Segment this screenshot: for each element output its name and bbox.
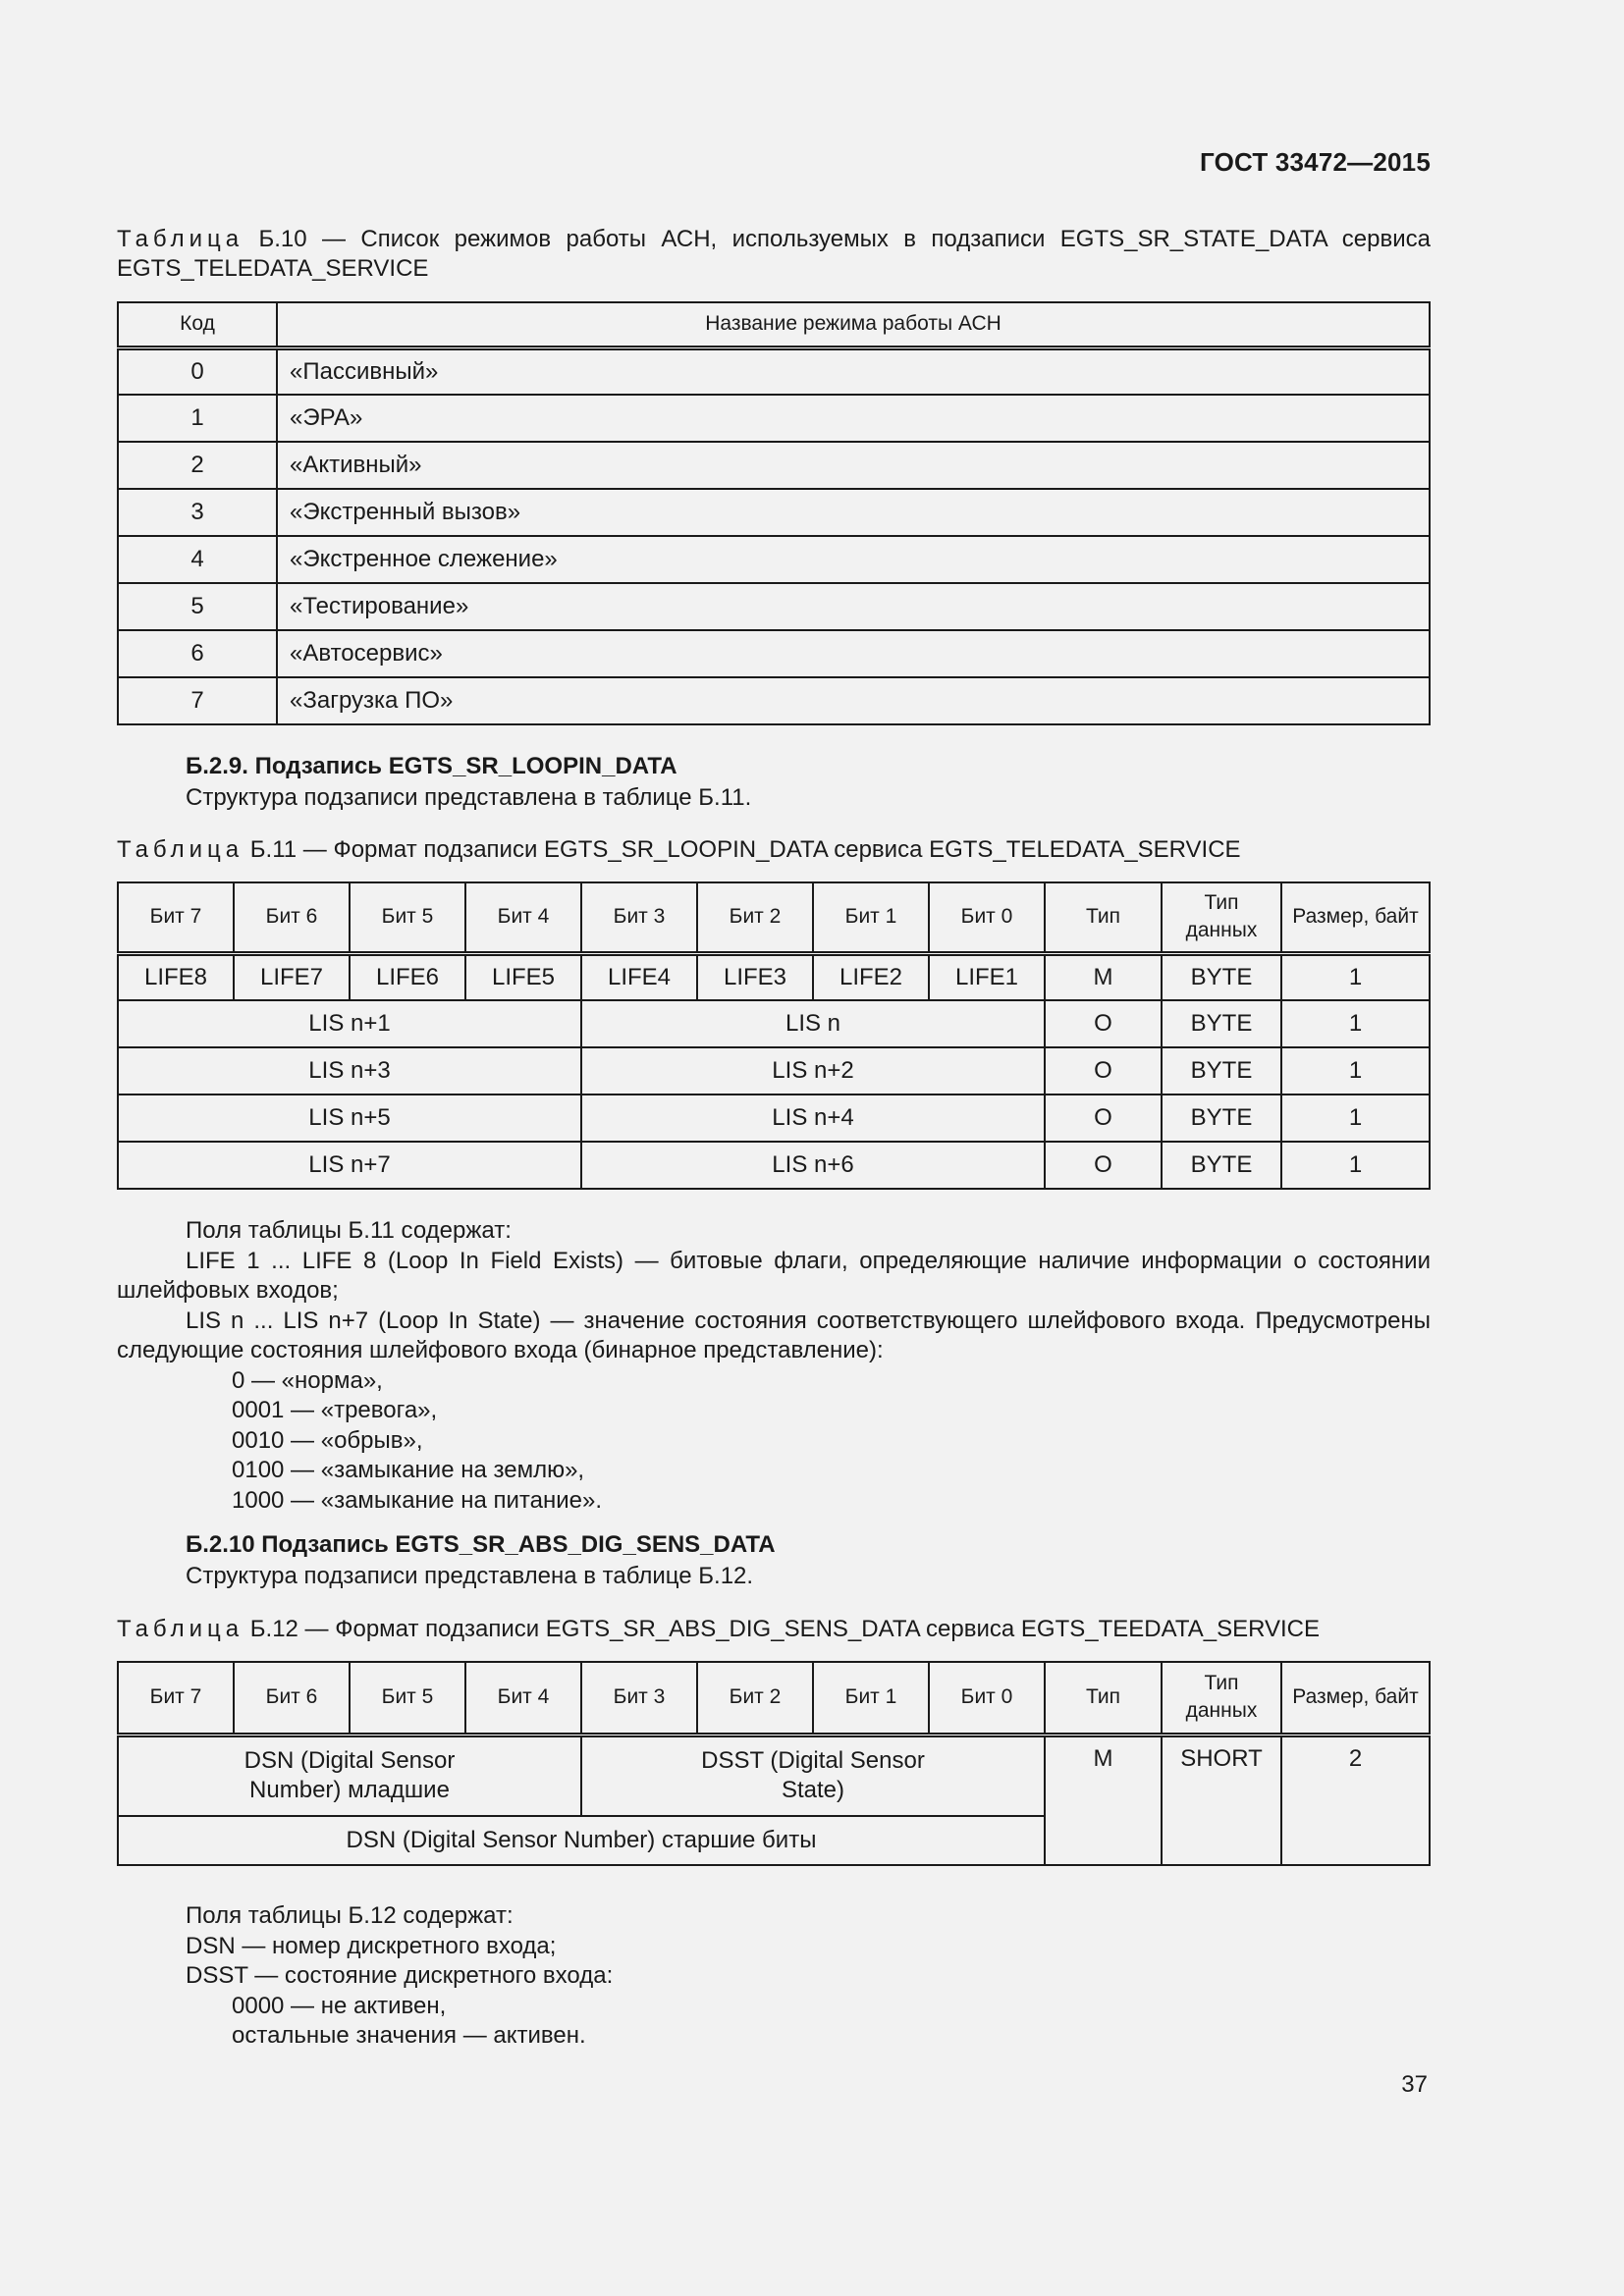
mode-name: «Загрузка ПО» — [277, 677, 1430, 724]
col-header-bit1: Бит 1 — [813, 1662, 929, 1735]
lis-high: LIS n+7 — [118, 1142, 581, 1189]
mode-code: 2 — [118, 442, 277, 489]
col-header-bit7: Бит 7 — [118, 882, 234, 953]
document-id: ГОСТ 33472—2015 — [1200, 147, 1431, 177]
state-item: 1000 — «замыкание на питание». — [232, 1486, 602, 1514]
table-row — [118, 1047, 1430, 1095]
table-b10-title: Б.10 — Список режимов работы АСН, используемых в подзаписи EGTS_SR_STATE_DATA сервиса EGTS_TELEDATA_SERVICE — [117, 226, 1431, 282]
table-row — [118, 1000, 1430, 1047]
mode-name: «Экстренный вызов» — [277, 489, 1430, 536]
table-row — [118, 1095, 1430, 1142]
table-b12-title: Б.12 — Формат подзаписи EGTS_SR_ABS_DIG_SENS_DATA сервиса EGTS_TEEDATA_SERVICE — [244, 1616, 1321, 1642]
state-item: 0001 — «тревога», — [232, 1397, 438, 1423]
life-flag: LIFE1 — [929, 953, 1045, 1000]
life-flag: LIFE4 — [581, 953, 697, 1000]
mode-name: «Тестирование» — [277, 583, 1430, 630]
field-size: 2 — [1281, 1735, 1430, 1865]
field-size: 1 — [1281, 1000, 1430, 1047]
field-data-type: SHORT — [1162, 1735, 1281, 1865]
table-b12-caption — [117, 1615, 1431, 1644]
col-header-size: Размер, байт — [1281, 1662, 1430, 1735]
mode-code: 3 — [118, 489, 277, 536]
field-data-type: BYTE — [1162, 1095, 1281, 1142]
col-header-bit0: Бит 0 — [929, 882, 1045, 953]
table-row — [118, 442, 1430, 489]
dsn-low: DSN (Digital Sensor Number) младшие — [118, 1735, 581, 1816]
table-word: Таблица — [117, 226, 244, 252]
field-data-type: BYTE — [1162, 1142, 1281, 1189]
col-header-code: Код — [118, 302, 277, 347]
life-flag: LIFE3 — [697, 953, 813, 1000]
col-header-bit3: Бит 3 — [581, 1662, 697, 1735]
section-heading-b210: Б.2.10 Подзапись EGTS_SR_ABS_DIG_SENS_DATA — [186, 1531, 776, 1558]
lis-high: LIS n+1 — [118, 1000, 581, 1047]
field-type: O — [1045, 1095, 1162, 1142]
dsst: DSST (Digital Sensor State) — [581, 1735, 1045, 1816]
mode-name: «Пассивный» — [277, 347, 1430, 395]
mode-code: 6 — [118, 630, 277, 677]
life-flag: LIFE2 — [813, 953, 929, 1000]
lis-low: LIS n — [581, 1000, 1045, 1047]
state-item: остальные значения — активен. — [232, 2022, 586, 2049]
table-row — [118, 536, 1430, 583]
mode-code: 5 — [118, 583, 277, 630]
col-header-bit2: Бит 2 — [697, 882, 813, 953]
life-flag: LIFE6 — [350, 953, 465, 1000]
table-b11 — [117, 881, 1431, 1190]
field-type: M — [1045, 953, 1162, 1000]
table-b11-caption — [117, 835, 1431, 865]
fields-b11-block — [117, 1216, 1431, 1516]
state-item: 0100 — «замыкание на землю», — [232, 1457, 585, 1483]
col-header-mode-name: Название режима работы АСН — [277, 302, 1430, 347]
lis-high: LIS n+3 — [118, 1047, 581, 1095]
table-b11-title: Б.11 — Формат подзаписи EGTS_SR_LOOPIN_DATA сервиса EGTS_TELEDATA_SERVICE — [244, 836, 1241, 863]
dsst-description: DSST — состояние дискретного входа: — [186, 1962, 614, 1989]
col-header-bit7: Бит 7 — [118, 1662, 234, 1735]
field-data-type: BYTE — [1162, 1047, 1281, 1095]
col-header-bit0: Бит 0 — [929, 1662, 1045, 1735]
page-number: 37 — [1401, 2071, 1428, 2098]
mode-name: «Автосервис» — [277, 630, 1430, 677]
dsn-description: DSN — номер дискретного входа; — [186, 1932, 557, 1959]
section-b29-intro: Структура подзаписи представлена в таблице Б.11. — [186, 784, 752, 811]
lis-low: LIS n+2 — [581, 1047, 1045, 1095]
col-header-data-type: Тип данных — [1162, 882, 1281, 953]
table-b10 — [117, 301, 1431, 725]
col-header-data-type: Тип данных — [1162, 1662, 1281, 1735]
col-header-bit6: Бит 6 — [234, 1662, 350, 1735]
mode-name: «Активный» — [277, 442, 1430, 489]
mode-code: 7 — [118, 677, 277, 724]
col-header-bit4: Бит 4 — [465, 1662, 581, 1735]
mode-name: «Экстренное слежение» — [277, 536, 1430, 583]
section-heading-b29: Б.2.9. Подзапись EGTS_SR_LOOPIN_DATA — [186, 753, 677, 779]
lis-low: LIS n+4 — [581, 1095, 1045, 1142]
fields-b11-intro: Поля таблицы Б.11 содержат: — [186, 1217, 512, 1244]
section-b210-intro: Структура подзаписи представлена в таблице Б.12. — [186, 1563, 754, 1589]
col-header-type: Тип — [1045, 1662, 1162, 1735]
fields-b12-intro: Поля таблицы Б.12 содержат: — [186, 1902, 514, 1929]
field-size: 1 — [1281, 953, 1430, 1000]
table-row — [118, 347, 1430, 395]
field-size: 1 — [1281, 1095, 1430, 1142]
lis-high: LIS n+5 — [118, 1095, 581, 1142]
col-header-type: Тип — [1045, 882, 1162, 953]
col-header-bit4: Бит 4 — [465, 882, 581, 953]
field-type: O — [1045, 1047, 1162, 1095]
field-type: O — [1045, 1000, 1162, 1047]
table-row — [118, 953, 1430, 1000]
mode-code: 1 — [118, 395, 277, 442]
field-data-type: BYTE — [1162, 953, 1281, 1000]
col-header-size: Размер, байт — [1281, 882, 1430, 953]
col-header-bit2: Бит 2 — [697, 1662, 813, 1735]
table-row — [118, 1735, 1430, 1816]
state-item: 0 — «норма», — [232, 1366, 383, 1394]
state-item: 0000 — не активен, — [232, 1992, 447, 2019]
life-description: LIFE 1 ... LIFE 8 (Loop In Field Exists) — битовые флаги, определяющие наличие информации о состоянии шлейфовых входов; — [117, 1247, 1431, 1304]
field-data-type: BYTE — [1162, 1000, 1281, 1047]
life-flag: LIFE7 — [234, 953, 350, 1000]
col-header-bit3: Бит 3 — [581, 882, 697, 953]
table-row — [118, 489, 1430, 536]
col-header-bit6: Бит 6 — [234, 882, 350, 953]
table-b10-caption — [117, 225, 1431, 284]
state-item: 0010 — «обрыв», — [232, 1426, 423, 1454]
life-flag: LIFE8 — [118, 953, 234, 1000]
field-size: 1 — [1281, 1142, 1430, 1189]
table-word: Таблица — [117, 1616, 244, 1642]
fields-b12-block — [117, 1901, 1431, 2052]
col-header-bit1: Бит 1 — [813, 882, 929, 953]
table-b12 — [117, 1661, 1431, 1866]
table-row — [118, 583, 1430, 630]
table-row — [118, 630, 1430, 677]
life-flag: LIFE5 — [465, 953, 581, 1000]
lis-low: LIS n+6 — [581, 1142, 1045, 1189]
mode-code: 0 — [118, 347, 277, 395]
table-row — [118, 1142, 1430, 1189]
col-header-bit5: Бит 5 — [350, 1662, 465, 1735]
col-header-bit5: Бит 5 — [350, 882, 465, 953]
table-row — [118, 395, 1430, 442]
field-size: 1 — [1281, 1047, 1430, 1095]
table-row — [118, 677, 1430, 724]
table-word: Таблица — [117, 836, 244, 863]
dsn-high: DSN (Digital Sensor Number) старшие биты — [118, 1816, 1045, 1865]
field-type: M — [1045, 1735, 1162, 1865]
mode-name: «ЭРА» — [277, 395, 1430, 442]
lis-description: LIS n ... LIS n+7 (Loop In State) — значение состояния соответствующего шлейфового входа. Предусмотрены следующие состояния шлейфового входа (бинарное представление): — [117, 1307, 1431, 1363]
mode-code: 4 — [118, 536, 277, 583]
field-type: O — [1045, 1142, 1162, 1189]
